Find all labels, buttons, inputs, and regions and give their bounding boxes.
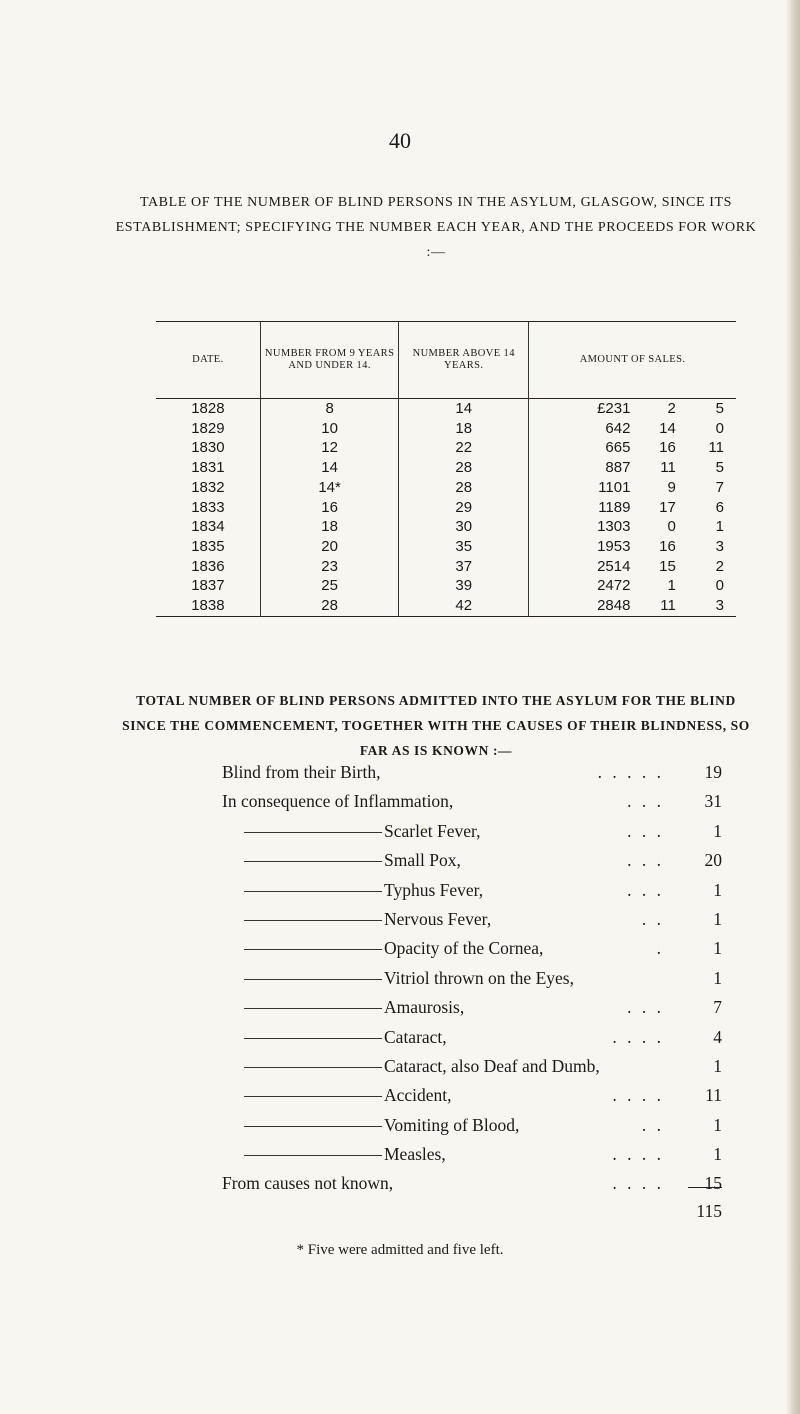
- cell-pence: 3: [715, 537, 724, 555]
- cell-pence: 1: [715, 518, 724, 536]
- cause-count: 19: [704, 762, 722, 782]
- cell-year: 1835: [191, 537, 225, 555]
- cell-shillings: 17: [659, 498, 676, 516]
- cause-label: Scarlet Fever,: [384, 820, 481, 841]
- cell-year: 1828: [191, 400, 225, 417]
- cause-row: [222, 964, 722, 993]
- cause-count: 1: [713, 908, 722, 929]
- dot-leaders: . . .: [627, 791, 664, 812]
- dot-leaders: . . . .: [612, 1085, 664, 1106]
- table-row: [156, 596, 736, 616]
- cause-count: 15: [704, 1173, 722, 1194]
- cause-count: 1: [713, 1114, 722, 1135]
- cell-pounds: 1101: [529, 478, 639, 498]
- cell-young: 25: [260, 576, 399, 596]
- dot-leaders: . . . . .: [597, 762, 664, 782]
- cell-shillings: 1: [667, 577, 676, 595]
- cause-row: [222, 1111, 722, 1140]
- cell-shillings: 15: [659, 557, 676, 575]
- cell-pounds: 1303: [529, 517, 639, 537]
- cause-count: 20: [704, 850, 722, 871]
- table-row: [156, 517, 736, 537]
- dot-leaders: . . .: [627, 879, 664, 900]
- table-row: [156, 478, 736, 498]
- cause-label: Accident,: [384, 1085, 452, 1106]
- cell-pence: 5: [715, 400, 724, 417]
- cell-year: 1834: [191, 518, 225, 536]
- table-row: [156, 576, 736, 596]
- table-row: [156, 458, 736, 478]
- cell-old: 22: [399, 438, 529, 458]
- ditto-rule: [244, 1067, 382, 1068]
- page-number: 40: [389, 128, 411, 153]
- cause-label: Nervous Fever,: [384, 908, 492, 929]
- cell-shillings: 9: [667, 478, 676, 496]
- table-row: [156, 399, 736, 419]
- cell-year: 1838: [191, 597, 225, 615]
- cell-pounds: 2514: [529, 557, 639, 577]
- cell-young: 14: [260, 458, 399, 478]
- cause-row: [222, 1169, 722, 1198]
- ditto-rule: [244, 1038, 382, 1039]
- cause-label: From causes not known,: [222, 1173, 394, 1194]
- dot-leaders: . . .: [627, 997, 664, 1018]
- cell-pence: 6: [715, 498, 724, 516]
- page-edge: [786, 0, 800, 1414]
- cell-year: 1832: [191, 478, 225, 496]
- cell-pence: 7: [715, 478, 724, 496]
- cause-count: 1: [713, 1055, 722, 1076]
- cell-old: 28: [399, 478, 529, 498]
- cause-label: In consequence of Inflammation,: [222, 791, 454, 812]
- cell-shillings: 16: [659, 537, 676, 555]
- cell-pence: 0: [715, 577, 724, 595]
- cause-label: Cataract, also Deaf and Dumb,: [384, 1055, 600, 1076]
- cause-row: [222, 934, 722, 963]
- cell-year: 1833: [191, 498, 225, 516]
- cell-pence: 0: [715, 419, 724, 437]
- cause-row: [222, 1140, 722, 1169]
- cause-row: [222, 993, 722, 1022]
- cause-label: Blind from their Birth,: [222, 762, 381, 782]
- ditto-rule: [244, 832, 382, 833]
- cell-young: 10: [260, 419, 399, 439]
- ditto-rule: [244, 979, 382, 980]
- cell-shillings: 16: [659, 439, 676, 457]
- ditto-rule: [244, 1096, 382, 1097]
- cell-pounds: 1953: [529, 537, 639, 557]
- cell-shillings: 0: [667, 518, 676, 536]
- cause-label: Typhus Fever,: [384, 879, 484, 900]
- cell-old: 37: [399, 557, 529, 577]
- cause-label: Vomiting of Blood,: [384, 1114, 520, 1135]
- cell-pounds: 2472: [529, 576, 639, 596]
- cell-young: 16: [260, 498, 399, 518]
- cell-young: 18: [260, 517, 399, 537]
- cause-label: Vitriol thrown on the Eyes,: [384, 967, 574, 988]
- cell-shillings: 11: [660, 459, 676, 477]
- cause-count: 7: [713, 997, 722, 1018]
- cause-row: [222, 905, 722, 934]
- table-row: [156, 419, 736, 439]
- footnote: * Five were admitted and five left.: [296, 1242, 504, 1258]
- dot-leaders: . . . .: [612, 1173, 664, 1194]
- cell-pence: 3: [715, 597, 724, 615]
- cause-label: Opacity of the Cornea,: [384, 938, 544, 959]
- cause-row: [222, 876, 722, 905]
- cell-old: 14: [399, 399, 529, 419]
- cell-shillings: 2: [667, 400, 676, 417]
- cell-shillings: 14: [659, 419, 676, 437]
- causes-total: 115: [696, 1201, 722, 1221]
- cause-label: Small Pox,: [384, 850, 461, 871]
- cell-year: 1831: [191, 459, 225, 477]
- cause-row: [222, 817, 722, 846]
- dot-leaders: . . . .: [612, 1144, 664, 1165]
- cell-young: 8: [260, 399, 399, 419]
- cell-old: 39: [399, 576, 529, 596]
- cell-pounds: 887: [529, 458, 639, 478]
- causes-caption: TOTAL NUMBER OF BLIND PERSONS ADMITTED INTO THE ASYLUM FOR THE BLIND SINCE THE COMMENCEMENT, TOGETHER WITH THE CAUSES OF THEIR BLINDNESS, SO FAR AS IS KNOWN :—: [122, 693, 750, 758]
- table-row: [156, 537, 736, 557]
- table-header-row: [156, 322, 736, 399]
- cell-year: 1830: [191, 439, 225, 457]
- dot-leaders: .: [656, 938, 664, 959]
- header-young: NUMBER FROM 9 YEARS AND UNDER 14.: [260, 322, 399, 399]
- ditto-rule: [244, 861, 382, 862]
- cell-old: 18: [399, 419, 529, 439]
- cause-label: Cataract,: [384, 1026, 447, 1047]
- cause-row: [222, 1052, 722, 1081]
- cause-row: [222, 1081, 722, 1110]
- total-rule: [688, 1187, 722, 1188]
- table-row: [156, 438, 736, 458]
- cell-old: 28: [399, 458, 529, 478]
- dot-leaders: . .: [641, 1114, 664, 1135]
- cause-count: 1: [713, 1144, 722, 1165]
- cell-young: 23: [260, 557, 399, 577]
- cause-label: Measles,: [384, 1144, 446, 1165]
- cause-count: 1: [713, 820, 722, 841]
- table-row: [156, 557, 736, 577]
- cause-row: [222, 787, 722, 816]
- sales-table-body: [156, 399, 736, 617]
- cell-year: 1837: [191, 577, 225, 595]
- cause-row: [222, 1023, 722, 1052]
- table-row: [156, 498, 736, 518]
- cause-row: [222, 758, 722, 787]
- cause-count: 4: [713, 1026, 722, 1047]
- cell-pounds: £231: [529, 399, 639, 419]
- cell-shillings: 11: [660, 597, 676, 615]
- cause-label: Amaurosis,: [384, 997, 465, 1018]
- cell-year: 1829: [191, 419, 225, 437]
- cause-count: 1: [713, 879, 722, 900]
- cell-young: 12: [260, 438, 399, 458]
- cell-year: 1836: [191, 557, 225, 575]
- cause-row: [222, 846, 722, 875]
- causes-list: [222, 758, 722, 1199]
- cell-old: 30: [399, 517, 529, 537]
- cell-pounds: 2848: [529, 596, 639, 616]
- ditto-rule: [244, 949, 382, 950]
- cell-young: 14*: [260, 478, 399, 498]
- dot-leaders: . . .: [627, 850, 664, 871]
- dot-leaders: . . .: [627, 820, 664, 841]
- cause-count: 11: [705, 1085, 722, 1106]
- cell-young: 28: [260, 596, 399, 616]
- cell-old: 29: [399, 498, 529, 518]
- ditto-rule: [244, 1155, 382, 1156]
- cell-young: 20: [260, 537, 399, 557]
- cell-pounds: 665: [529, 438, 639, 458]
- cell-pence: 11: [708, 439, 724, 457]
- ditto-rule: [244, 1126, 382, 1127]
- cell-pounds: 1189: [529, 498, 639, 518]
- header-old: NUMBER ABOVE 14 YEARS.: [399, 322, 529, 399]
- dot-leaders: . . . .: [612, 1026, 664, 1047]
- table-caption: TABLE OF THE NUMBER OF BLIND PERSONS IN THE ASYLUM, GLASGOW, SINCE ITS ESTABLISHMENT; SPECIFYING THE NUMBER EACH YEAR, AND THE PROCEEDS FOR WORK :—: [115, 195, 757, 260]
- header-amount: AMOUNT OF SALES.: [529, 322, 736, 399]
- cell-pence: 5: [715, 459, 724, 477]
- header-date: DATE.: [192, 354, 224, 365]
- cell-old: 42: [399, 596, 529, 616]
- ditto-rule: [244, 1008, 382, 1009]
- ditto-rule: [244, 891, 382, 892]
- cell-pence: 2: [715, 557, 724, 575]
- cause-count: 31: [704, 791, 722, 812]
- cause-count: 1: [713, 938, 722, 959]
- cause-count: 1: [713, 967, 722, 988]
- cell-old: 35: [399, 537, 529, 557]
- dot-leaders: . .: [641, 908, 664, 929]
- ditto-rule: [244, 920, 382, 921]
- sales-table: [156, 321, 736, 617]
- cell-pounds: 642: [529, 419, 639, 439]
